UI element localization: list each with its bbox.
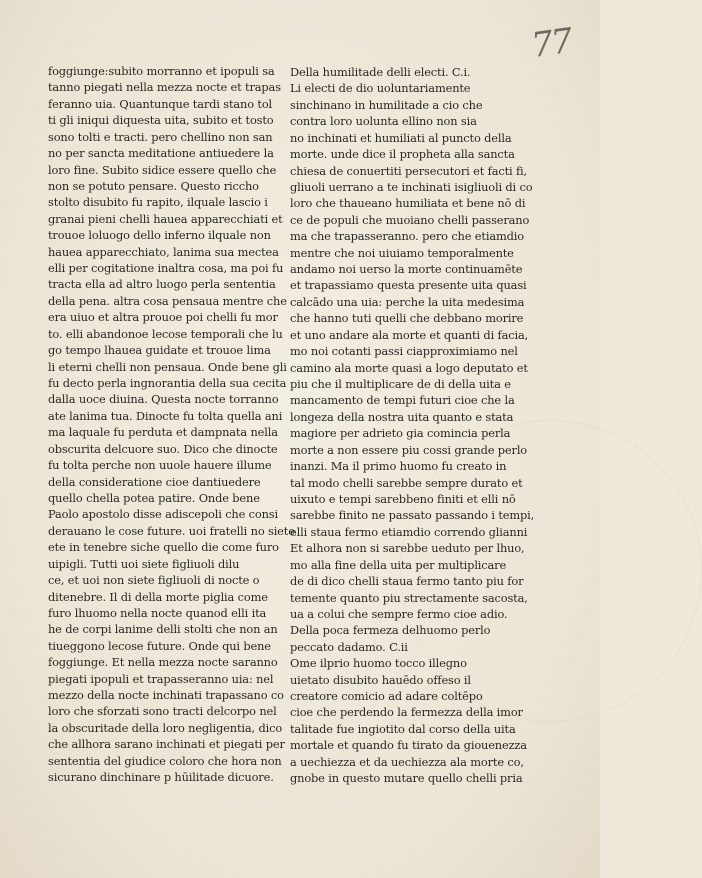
right-column-line: peccato dadamo. C.ii xyxy=(290,639,408,654)
right-column-line: talitade fue ingiotito dal corso della uita xyxy=(290,721,516,736)
right-column-line: ma che trapasseranno. pero che etiamdio xyxy=(290,229,524,244)
left-column-line: tanno piegati nella mezza nocte et trapas xyxy=(48,80,281,95)
left-column-line: derauano le cose future. uoi fratelli no siete xyxy=(48,523,295,538)
right-column-line: ce de populi che muoiano chelli passerano xyxy=(290,212,530,227)
right-column-line: calcādo una uia: perche la uita medesima xyxy=(290,294,525,309)
right-column-line: Della humilitade delli electi. C.i. xyxy=(290,65,471,79)
left-column-line: he de corpi lanime delli stolti che non an xyxy=(48,622,278,637)
right-column-line: et uno andare ala morte et quanti di facia, xyxy=(290,327,529,342)
right-column-line: tal modo chelli sarebbe sempre durato et xyxy=(290,475,523,490)
left-column-line: dalla uoce diuina. Questa nocte torranno xyxy=(48,392,279,407)
left-column-line: sententia del giudice coloro che hora non xyxy=(48,753,282,768)
right-column-line: creatore comicio ad adare coltēpo xyxy=(290,689,483,704)
right-column-line: temente quanto piu strectamente sacosta, xyxy=(290,590,528,605)
left-column-line: foggiunge. Et nella mezza nocte saranno xyxy=(48,655,278,670)
left-column-line: sono tolti e tracti. pero chellino non san xyxy=(48,129,273,144)
right-column-line: Li electi de dio uoluntariamente xyxy=(290,81,471,96)
left-column-line: ete in tenebre siche quello die come furo xyxy=(48,540,279,555)
right-column-line: mancamento de tempi futuri cioe che la xyxy=(290,393,515,408)
left-column-line: no per sancta meditatione antiuedere la xyxy=(48,146,274,161)
right-column-line: mo noi cotanti passi ciapproximiamo nel xyxy=(290,344,518,359)
right-column-line: no inchinati et humiliati al puncto della xyxy=(290,130,512,145)
left-column-line: loro che sforzati sono tracti delcorpo nel xyxy=(48,704,277,719)
right-column-line: loro che thaueano humiliata et bene nō di xyxy=(290,196,526,211)
left-column-line: sicurano dinchinare p hūilitade dicuore. xyxy=(48,770,274,785)
left-column-line: stolto disubito fu rapito, ilquale lascio i xyxy=(48,195,268,210)
left-column-line: Paolo apostolo disse adiscepoli che consi xyxy=(48,507,278,522)
left-column-line: ma laquale fu perduta et dampnata nella xyxy=(48,425,278,440)
right-column-line: piu che il multiplicare de di della uita e xyxy=(290,377,511,392)
right-column-line: gliuoli uerrano a te inchinati isigliuoli di co xyxy=(290,179,533,194)
right-text-column xyxy=(290,64,535,787)
left-column-line: furo lhuomo nella nocte quanod elli ita xyxy=(48,605,267,620)
left-column-line: li eterni chelli non pensaua. Onde bene gli xyxy=(48,359,287,374)
right-column-line: mortale et quando fu tirato da giouenezza xyxy=(290,738,527,753)
right-column-line: morte a non essere piu cossi grande perlo xyxy=(290,442,528,457)
left-column-line: ce, et uoi non siete figliuoli di nocte o xyxy=(48,573,260,588)
right-column-line: contra loro uolunta ellino non sia xyxy=(290,114,477,129)
left-column-line: tiueggono lecose future. Onde qui bene xyxy=(48,638,271,653)
left-column-line: obscurita delcuore suo. Dico che dinocte xyxy=(48,441,278,456)
right-column-line: mo alla fine della uita per multiplicare xyxy=(290,557,507,572)
right-column-line: a uechiezza et da uechiezza ala morte co, xyxy=(290,754,524,769)
left-column-line: piegati ipopuli et trapasseranno uia: nel xyxy=(48,671,274,686)
right-column-line: elli staua fermo etiamdio correndo glianni xyxy=(290,524,528,539)
left-column-line: uipigli. Tutti uoi siete figliuoli dilu xyxy=(48,556,240,571)
left-column-line: la obscuritade della loro negligentia, dico xyxy=(48,720,283,735)
left-column-line: era uiuo et altra prouoe poi chelli fu mor xyxy=(48,310,278,325)
right-column-line: mentre che noi uiuiamo temporalmente xyxy=(290,245,514,260)
right-column-line: morte. unde dice il propheta alla sancta xyxy=(290,147,515,162)
right-column-line: andamo noi uerso la morte continuamēte xyxy=(290,262,523,277)
folio-number: 77 xyxy=(529,20,574,67)
right-column-line: de di dico chelli staua fermo tanto piu for xyxy=(290,574,524,589)
left-column-line: ditenebre. Il di della morte piglia come xyxy=(48,589,268,604)
left-column-line: foggiunge:subito morranno et ipopuli sa xyxy=(48,64,275,78)
right-column-line: sinchinano in humilitade a cio che xyxy=(290,97,483,112)
left-column-line: to. elli abandonoe lecose temporali che lu xyxy=(48,326,283,341)
right-column-line: Ome ilprio huomo tocco illegno xyxy=(290,656,467,671)
right-column-line: inanzi. Ma il primo huomo fu creato in xyxy=(290,459,507,474)
left-column-line: trouoe loluogo dello inferno ilquale non xyxy=(48,228,271,243)
right-column-line: sarebbe finito ne passato passando i tempi, xyxy=(290,508,535,523)
right-column-line: longeza della nostra uita quanto e stata xyxy=(290,409,514,424)
right-column-line: che hanno tuti quelli che debbano morire xyxy=(290,311,524,326)
left-column-line: mezzo della nocte inchinati trapassano co xyxy=(48,688,284,703)
left-column-line: ate lanima tua. Dinocte fu tolta quella ani xyxy=(48,408,283,423)
right-column-line: gnobe in questo mutare quello chelli pria xyxy=(290,771,523,786)
left-column-line: fu decto perla ingnorantia della sua cecita xyxy=(48,376,287,391)
left-column-line: non se potuto pensare. Questo riccho xyxy=(48,178,259,193)
right-column-line: chiesa de conuertiti persecutori et facti fi, xyxy=(290,163,527,178)
left-column-line: fu tolta perche non uuole hauere illume xyxy=(48,458,272,473)
left-column-line: ti gli iniqui diquesta uita, subito et tosto xyxy=(48,113,274,128)
right-column-line: uietato disubito hauēdo offeso il xyxy=(290,672,471,687)
right-column-line: uixuto e tempi sarebbeno finiti et elli nō xyxy=(290,491,516,506)
right-column-line: Della poca fermeza delhuomo perlo xyxy=(290,623,491,638)
left-column-line: della consideratione cioe dantiuedere xyxy=(48,474,261,489)
right-column-line: magiore per adrieto gia comincia perla xyxy=(290,426,511,441)
left-column-line: granai pieni chelli hauea apparecchiati et xyxy=(48,211,283,226)
right-column-line: ua a colui che sempre fermo cioe adio. xyxy=(290,606,508,621)
left-column-line: che allhora sarano inchinati et piegati per xyxy=(48,737,285,752)
left-column-line: della pena. altra cosa pensaua mentre che xyxy=(48,293,287,308)
left-column-line: hauea apparecchiato, lanima sua mectea xyxy=(48,244,279,259)
left-column-line: quello chella potea patire. Onde bene xyxy=(48,490,260,505)
right-column-line: cioe che perdendo la fermezza della imor xyxy=(290,705,523,720)
left-text-column xyxy=(48,63,295,786)
right-column-line: et trapassiamo questa presente uita quasi xyxy=(290,278,527,293)
left-column-line: feranno uia. Quantunque tardi stano tol xyxy=(48,96,273,111)
left-column-line: go tempo lhauea guidate et trouoe lima xyxy=(48,343,271,358)
left-column-line: loro fine. Subito sidice essere quello che xyxy=(48,162,277,177)
left-column-line: tracta ella ad altro luogo perla sententia xyxy=(48,277,276,292)
right-column-line: Et alhora non si sarebbe ueduto per lhuo, xyxy=(290,541,525,556)
right-column-line: camino ala morte quasi a logo deputato et xyxy=(290,360,528,375)
left-column-line: elli per cogitatione inaltra cosa, ma poi fu xyxy=(48,261,284,276)
